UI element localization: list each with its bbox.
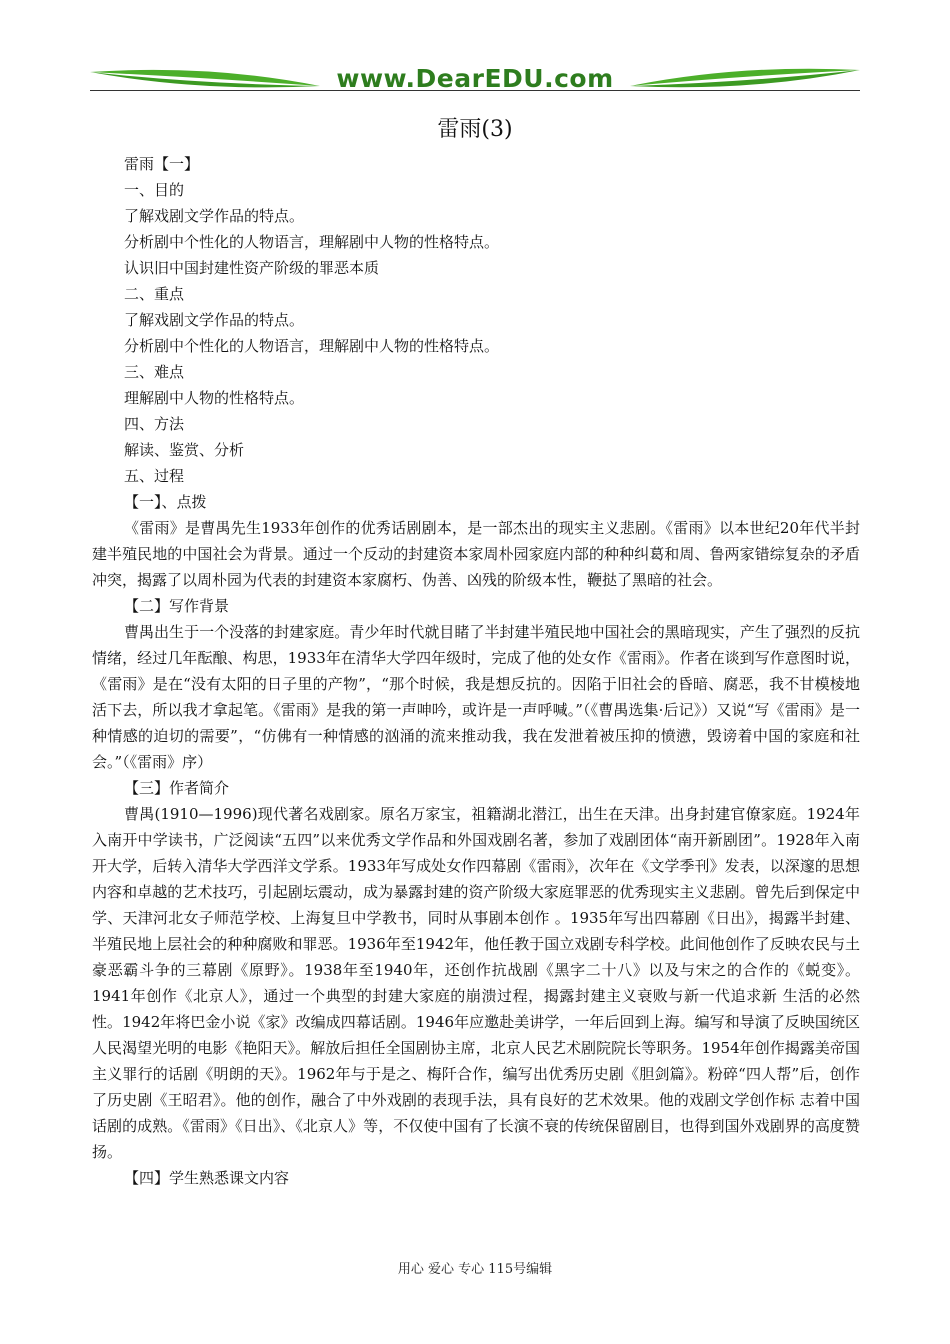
section-line: 二、重点 <box>124 285 185 303</box>
section-line: 理解剧中人物的性格特点。 <box>124 389 305 407</box>
page-footer: 用心 爱心 专心 115号编辑 <box>397 1262 553 1277</box>
header-rule <box>90 90 860 91</box>
section-line: 了解戏剧文学作品的特点。 <box>124 311 305 329</box>
author-heading: 【三】作者简介 <box>124 779 230 797</box>
section-line: 五、过程 <box>124 467 185 485</box>
background-paragraph: 曹禺出生于一个没落的封建家庭。青少年时代就目睹了半封建半殖民地中国社会的黑暗现实，产生了强烈的反抗情绪，经过几年酝酿、构思，1933年在清华大学四年级时，完成了他的处女作《雷雨》。作者在谈到写作意图时说，《雷雨》是在“没有太阳的日子里的产物”，“那个时候，我是想反抗的。因陷于旧社会的昏暗、腐恶，我不甘模棱地活下去，所以我才拿起笔。《雷雨》是我的第一声呻吟，或许是一声呼喊。”（《曹禺选集·后记》）又说“写《雷雨》是一种情感的迫切的需要”，“仿佛有一种情感的汹涌的流来推动我，我在发泄着被压抑的愤懑，毁谤着中国的家庭和社会。”（《雷雨》序） <box>92 623 860 771</box>
section-line: 三、难点 <box>124 363 185 381</box>
background-heading: 【二】写作背景 <box>124 597 230 615</box>
text-heading: 【四】学生熟悉课文内容 <box>124 1169 290 1187</box>
section-line: 四、方法 <box>124 415 185 433</box>
author-paragraph: 曹禺(1910—1996)现代著名戏剧家。原名万家宝，祖籍湖北潜江，出生在天津。出身封建官僚家庭。1924年入南开中学读书，广泛阅读“五四”以来优秀文学作品和外国戏剧名著，参加了戏剧团体“南开新剧团”。1928年入南开大学，后转入清华大学西洋文学系。1933年写成处女作四幕剧《雷雨》，次年在《文学季刊》发表，以深邃的思想内容和卓越的艺术技巧，引起剧坛震动，成为暴露封建的资产阶级大家庭罪恶的优秀现实主义悲剧。曾先后到保定中学、天津河北女子师范学校、上海复旦中学教书，同时从事剧本创作 。1935年写出四幕剧《日出》，揭露半封建、半殖民地上层社会的种种腐败和罪恶。1936年至1942年，他任教于国立戏剧专科学校。此间他创作了反映农民与土豪恶霸斗争的三幕剧《原野》。1938年至1940年，还创作抗战剧《黑字二十八》以及与宋之的合作的《蜕变》。1941年创作《北京人》，通过一个典型的封建大家庭的崩溃过程，揭露封建主义衰败与新一代追求新 生活的必然性。1942年将巴金小说《家》改编成四幕话剧。1946年应邀赴美讲学，一年后回到上海。编写和导演了反映国统区人民渴望光明的电影《艳阳天》。解放后担任全国剧协主席，北京人民艺术剧院院长等职务。1954年创作揭露美帝国主义罪行的话剧《明朗的天》。1962年与于是之、梅阡合作，编写出优秀历史剧《胆剑篇》。粉碎“四人帮”后，创作了历史剧《王昭君》。他的创作，融合了中外戏剧的表现手法，具有良好的艺术效果。他的戏剧文学创作标 志着中国话剧的成熟。《雷雨》《日出》、《北京人》等，不仅使中国有了长演不衰的传统保留剧目，也得到国外戏剧界的高度赞扬。 <box>92 805 860 1161</box>
site-name: www.DearEDU.com <box>336 64 614 93</box>
section-line: 解读、鉴赏、分析 <box>124 441 245 459</box>
intro-paragraph: 《雷雨》是曹禺先生1933年创作的优秀话剧剧本，是一部杰出的现实主义悲剧。《雷雨》以本世纪20年代半封建半殖民地的中国社会为背景。通过一个反动的封建资本家周朴园家庭内部的种种纠葛和周、鲁两家错综复杂的矛盾冲突，揭露了以周朴园为代表的封建资本家腐朽、伪善、凶残的阶级本性，鞭挞了黑暗的社会。 <box>92 519 860 589</box>
section-line: 分析剧中个性化的人物语言，理解剧中人物的性格特点。 <box>124 233 500 251</box>
section-line: 认识旧中国封建性资产阶级的罪恶本质 <box>124 259 380 277</box>
section-line: 雷雨【一】 <box>124 155 200 173</box>
document-body <box>92 151 860 1191</box>
page-title: 雷雨(3) <box>437 117 513 142</box>
section-line: 分析剧中个性化的人物语言，理解剧中人物的性格特点。 <box>124 337 500 355</box>
section-line: 了解戏剧文学作品的特点。 <box>124 207 305 225</box>
section-line: 一、目的 <box>124 181 185 199</box>
section-line: 【一】、点拨 <box>124 493 207 511</box>
